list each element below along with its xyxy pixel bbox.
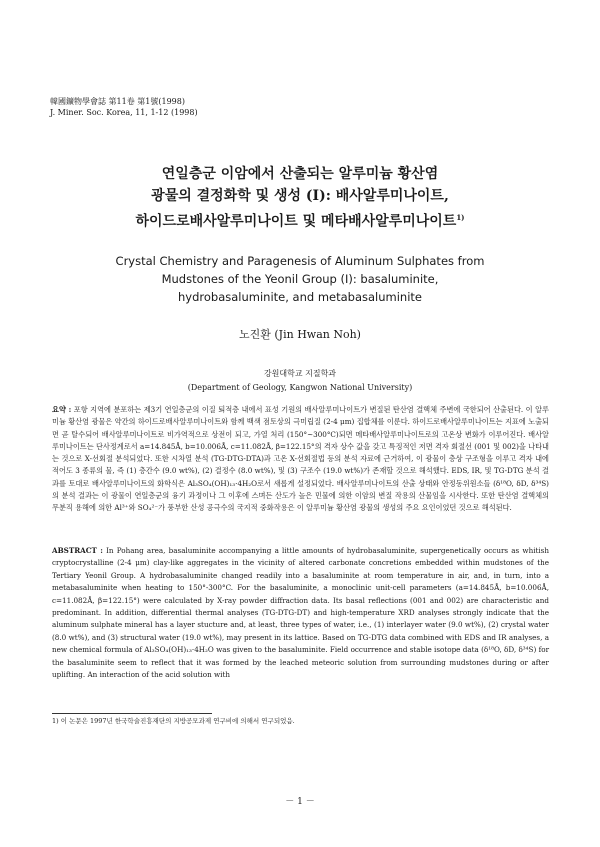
abstract-ko-text: 포항 지역에 분포하는 제3기 연일층군의 이질 퇴적층 내에서 표성 기원의 배사알루미나이트가 변질된 탄산염 결핵체 주변에 국한되어 산출된다. 이 알루미늄 황산염 광물은 약간의 하이드로배사알루미나이트와 함께 백색 점토상의 극미립질 (2-4 μm) 집합체를 이룬다. 하이드로배사알루미나이트는 지표에 노출되면 곧 탈수되어 배사알루미나이트로 비가역적으로 상전이 되고, 가열 처리 (150°~300°C)되면 메타배사알루미나이트로의 고온상 변화가 이루어진다. 배사알루미나이트는 단사정계로서 a=14.845Å, b=10.006Å, c=11.082Å, β=122.15°의 격자 상수 값을 갖고 특징적인 저면 격자 회절선 (001 및 002)을 나타내는 것으로 X-선회절 분석되었다. 또한 시차열 분석 (TG-DTG-DTA)과 고온 X-선회절법 등의 분석 자료에 근거하여, 이 광물이 층상 구조형을 이루고 격자 내에 적어도 3 종류의 물, 즉 (1) 층간수 (9.0 wt%), (2) 결정수 (8.0 wt%), 및 (3) 구조수 (19.0 wt%)가 존재할 것으로 해석했다. EDS, IR, 및 TG-DTG 분석 결과를 토대로 배사알루미나이트의 화학식은 Al₃SO₄(OH)₁₃·4H₂O로서 새롭게 설정되었다. 배사알루미나이트의 산출 상태와 안정동위원소들 (δ¹⁸O, δD, δ³⁴S)의 분석 결과는 이 광물이 연일층군의 융기 과정이나 그 이후에 스며든 산도가 높은 민물에 의한 이암의 변질 작용의 산물임을 시사한다. 또한 탄산염 결핵체의 무분직 용해에 의한 Al³⁺와 SO₄²⁻가 풍부한 산성 공극수의 국지적 중화작용은 이 알루미늄 황산염 광물의 생성의 주요 요인이었던 것으로 해석된다.	[52, 405, 549, 513]
title-ko-line-1: 연일층군 이암에서 산출되는 알루미늄 황산염	[161, 166, 439, 182]
affiliation-ko: 강원대학교 지질학과	[263, 369, 337, 378]
abstract-ko-label: 요약 :	[52, 405, 72, 414]
title-ko-line-3-text: 하이드로배사알루미나이트 및 메타배사알루미나이트	[135, 213, 457, 230]
title-footnote-mark: 1)	[456, 213, 465, 222]
abstract-korean	[52, 404, 549, 515]
title-ko-line-3	[60, 207, 540, 233]
abstract-en-text: In Pohang area, basaluminite accompanying a little amounts of hydrobasaluminite, supergenetically occurs as whitish cryptocrystalline (2-4 μm) clay-like aggregates in the vicinity of altered carbonate concretions embedded within mudstones of the Tertiary Yeonil Group. A hydrobasaluminite changed readily into a basaluminite at room temperature in air, and, in turn, into a metabasaluminite when heating to 150°-300°C. For the basaluminite, a monoclinic unit-cell parameters (a=14.845Å, b=10.006Å, c=11.082Å, β=122.15°) were calculated by X-ray powder diffraction data. Its basal reflections (001 and 002) are characteristic and predominant. In addition, differential thermal analyses (TG-DTG-DT) and high-temperature XRD analyses strongly indicate that the aluminum sulphate mineral has a layer stucture and, at least, three types of water, i.e., (1) interlayer water (9.0 wt%), (2) crystal water (8.0 wt%), and (3) structural water (19.0 wt%), may present in its lattice. Based on TG-DTG data combined with EDS and IR analyses, a new chemical formula of Al₃SO₄(OH)₁₃·4H₂O was given to the basaluminite. Field occurrence and stable isotope data (δ¹⁸O, δD, δ³⁴S) for the basaluminite seem to reflect that it was formed by the leached meteoric solution from surrounding mudstones during or after uplifting. An interaction of the acid solution with	[52, 546, 549, 680]
title-ko-line-2: 광물의 결정화학 및 생성 (I): 배사알루미나이트,	[151, 188, 449, 204]
footnote-divider	[52, 713, 212, 714]
title-en-line-3: hydrobasaluminite, and metabasaluminite	[177, 290, 422, 304]
journal-header	[50, 96, 198, 118]
title-english	[70, 252, 530, 306]
journal-name-ko: 韓國鑛物學會誌 第11卷 第1號(1998)	[50, 97, 185, 106]
page-number: － 1 －	[285, 797, 315, 807]
title-en-line-2: Mudstones of the Yeonil Group (I): basaluminite,	[161, 272, 439, 286]
abstract-en-label: ABSTRACT :	[52, 546, 103, 555]
affiliation-en: (Department of Geology, Kangwon National University)	[187, 383, 413, 392]
title-korean	[60, 163, 540, 233]
footnote: 1) 이 논문은 1997년 한국학술진흥재단의 지방공모과제 연구비에 의해서 연구되었음.	[52, 717, 295, 725]
author-name: 노진환 (Jin Hwan Noh)	[239, 328, 361, 341]
title-en-line-1: Crystal Chemistry and Paragenesis of Aluminum Sulphates from	[115, 254, 485, 268]
affiliation	[0, 367, 600, 395]
journal-name-en: J. Miner. Soc. Korea, 11, 1-12 (1998)	[50, 108, 198, 117]
abstract-english	[52, 545, 549, 681]
